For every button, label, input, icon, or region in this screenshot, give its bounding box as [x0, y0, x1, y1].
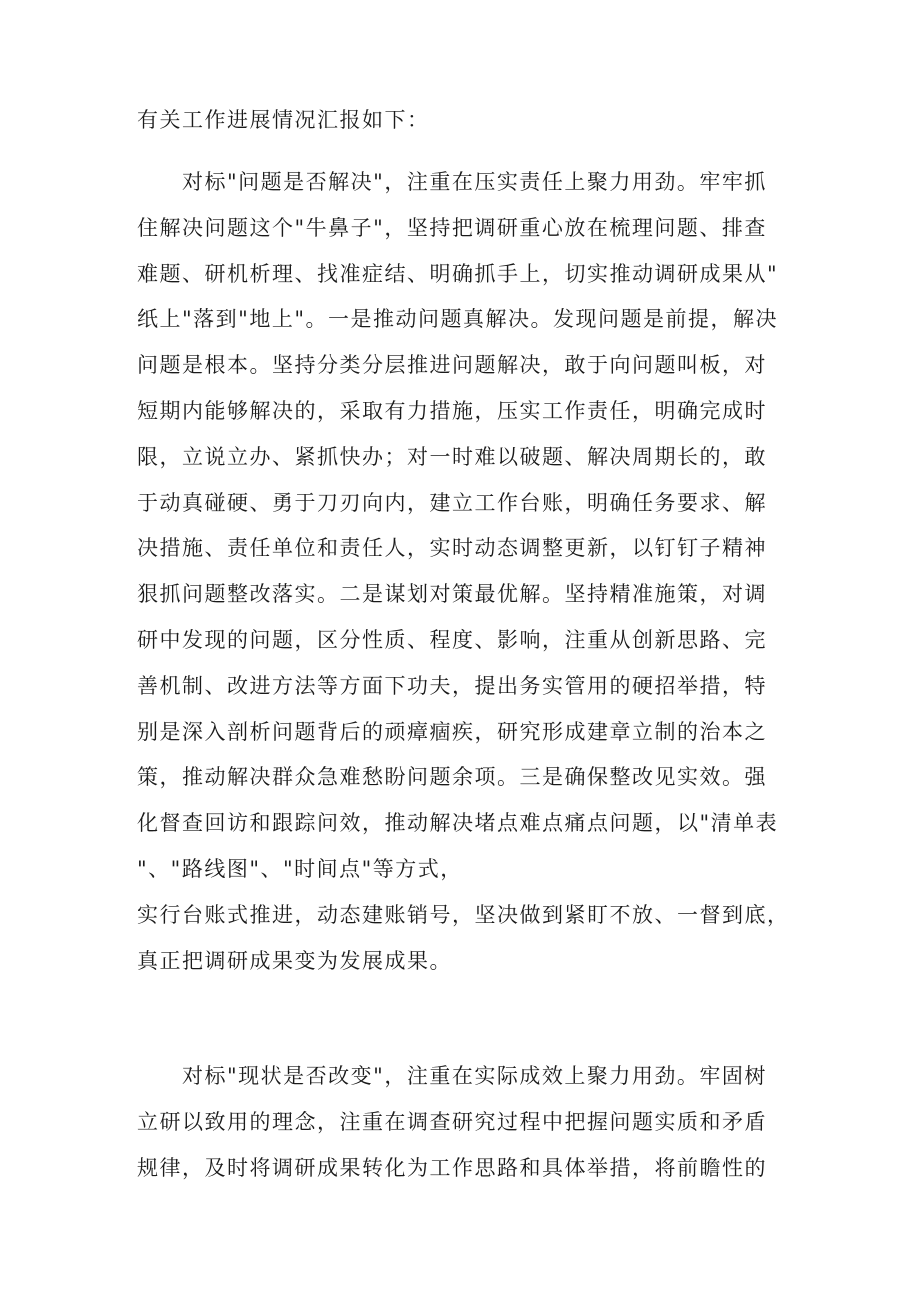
text-line: 短期内能够解决的，采取有力措施，压实工作责任，明确完成时: [137, 398, 767, 423]
text-line: 化督查回访和跟踪问效，推动解决堵点难点痛点问题，以"清单表: [137, 811, 779, 836]
text-line: 真正把调研成果变为发展成果。: [137, 948, 452, 973]
text-line: 狠抓问题整改落实。二是谋划对策最优解。坚持精准施策，对调: [137, 582, 767, 607]
text-line: 善机制、改进方法等方面下功夫，提出务实管用的硬招举措，特: [137, 673, 767, 698]
text-line: 决措施、责任单位和责任人，实时动态调整更新，以钉钉子精神: [137, 536, 767, 561]
text-line: 对标"问题是否解决"，注重在压实责任上聚力用劲。牢牢抓: [137, 170, 767, 194]
text-line: 限，立说立办、紧抓快办；对一时难以破题、解决周期长的，敢: [137, 444, 767, 469]
text-line: 实行台账式推进，动态建账销号，坚决做到紧盯不放、一督到底，: [137, 902, 790, 927]
text-line: "、"路线图"、"时间点"等方式，: [137, 856, 463, 881]
intro-line: [137, 98, 797, 144]
text-line: 问题是根本。坚持分类分层推进问题解决，敢于向问题叫板，对: [137, 353, 767, 378]
text-line: 住解决问题这个"牛鼻子"，坚持把调研重心放在梳理问题、排查: [137, 215, 767, 240]
text-line: 于动真碰硬、勇于刀刃向内，建立工作台账，明确任务要求、解: [137, 490, 767, 515]
text-line: 对标"现状是否改变"，注重在实际成效上聚力用劲。牢固树: [137, 1064, 767, 1088]
text-line: 别是深入剖析问题背后的顽瘴痼疾，研究形成建章立制的治本之: [137, 719, 767, 744]
text-line: 难题、研机析理、找准症结、明确抓手上，切实推动调研成果从": [137, 261, 779, 286]
text-line: 规律，及时将调研成果转化为工作思路和具体举措，将前瞻性的: [137, 1155, 767, 1180]
text-line: 纸上"落到"地上"。一是推动问题真解决。发现问题是前提，解决: [137, 307, 778, 332]
text-line: 有关工作进展情况汇报如下：: [137, 108, 430, 132]
text-line: 立研以致用的理念，注重在调查研究过程中把握问题实质和矛盾: [137, 1109, 767, 1134]
paragraph-1: [137, 160, 797, 984]
text-line: 策，推动解决群众急难愁盼问题余项。三是确保整改见实效。强: [137, 765, 767, 790]
text-line: 研中发现的问题，区分性质、程度、影响，注重从创新思路、完: [137, 627, 767, 652]
paragraph-2: [137, 1054, 797, 1191]
